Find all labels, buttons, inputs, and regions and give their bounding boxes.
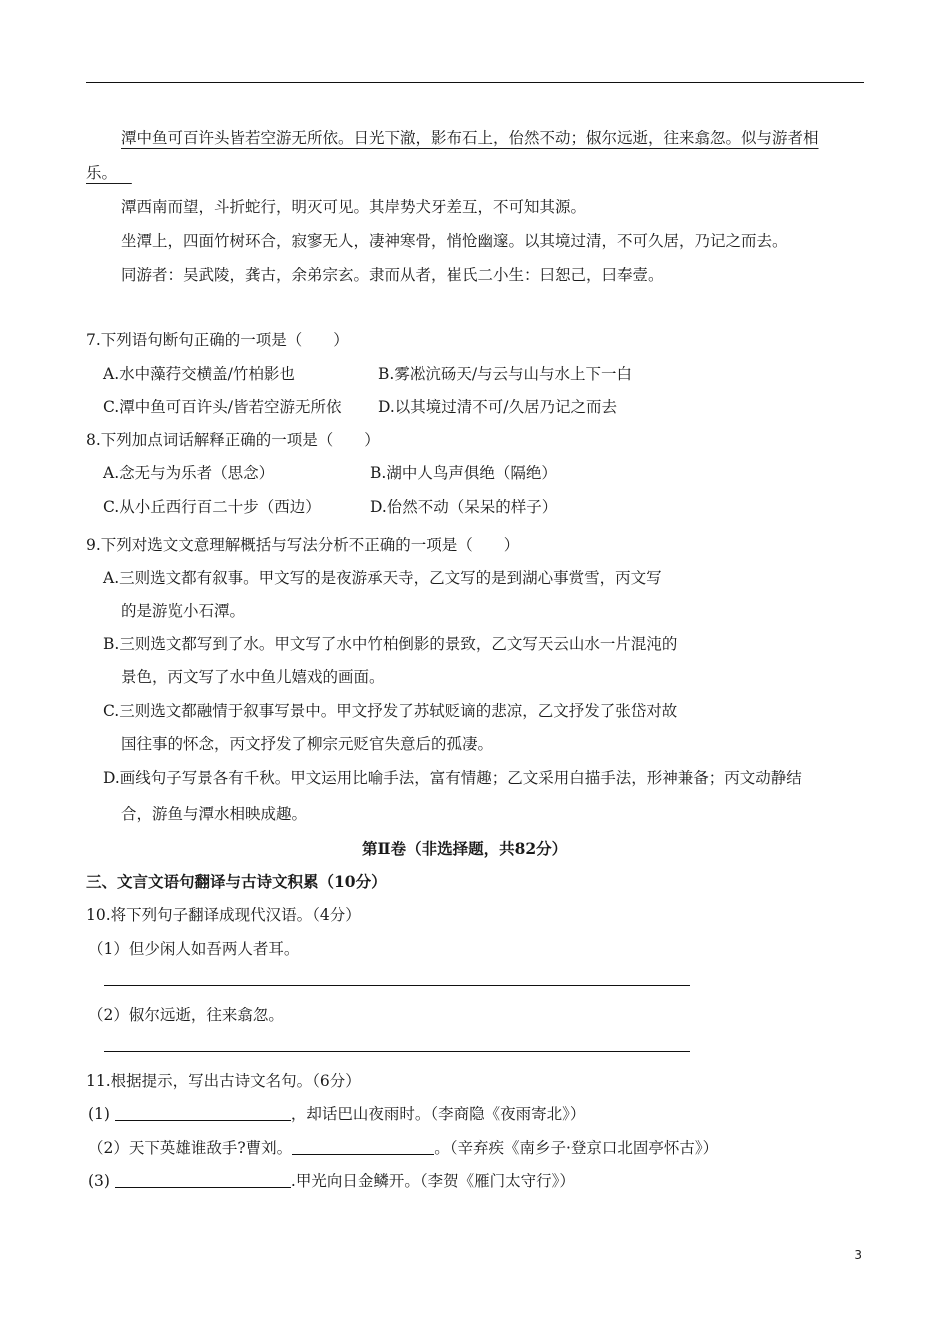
section-3-title: 三、文言文语句翻译与古诗文积累（10分）	[86, 872, 387, 891]
fill-blank-2[interactable]	[292, 1139, 434, 1155]
part-2-title: 第Ⅱ卷（非选择题，共82分）	[362, 839, 568, 858]
question-10-sentence-1: （1）但少闲人如吾两人者耳。	[88, 940, 300, 958]
question-7-stem: 7.下列语句断句正确的一项是（ ）	[86, 331, 349, 349]
question-7-option-a: A.水中藻荇交横盖/竹柏影也	[103, 365, 295, 383]
answer-line-1[interactable]	[104, 985, 690, 986]
question-9-option-d-cont: 合，游鱼与潭水相映成趣。	[121, 805, 308, 823]
question-11-item-3	[88, 1171, 575, 1191]
question-9-option-a: A.三则选文都有叙事。甲文写的是夜游承天寺，乙文写的是到湖心事赏雪，丙文写	[103, 569, 662, 587]
answer-line-2[interactable]	[104, 1051, 690, 1052]
passage-line: 潭中鱼可百许头皆若空游无所依。日光下澈，影布石上，佁然不动；俶尔远逝，往来翕忽。似与游者相	[121, 129, 819, 147]
question-10-stem: 10.将下列句子翻译成现代汉语。（4分）	[86, 906, 361, 924]
header-rule	[86, 82, 864, 83]
passage-paragraph: 坐潭上，四面竹树环合，寂寥无人，凄神寒骨，悄怆幽邃。以其境过清，不可久居，乃记之而去。	[121, 232, 788, 250]
question-11-item-1	[88, 1104, 585, 1124]
question-9-option-c: C.三则选文都融情于叙事写景中。甲文抒发了苏轼贬谪的悲凉，乙文抒发了张岱对故	[103, 702, 678, 720]
fill-blank-3[interactable]	[115, 1172, 291, 1188]
item-1-number: (1)	[88, 1105, 110, 1123]
passage-line	[86, 163, 132, 183]
page-number: 3	[854, 1248, 862, 1262]
question-9-option-b: B.三则选文都写到了水。甲文写了水中竹柏倒影的景致，乙文写天云山水一片混沌的	[103, 635, 678, 653]
question-11-stem: 11.根据提示，写出古诗文名句。（6分）	[86, 1072, 361, 1090]
item-3-number: (3)	[88, 1172, 110, 1190]
passage-line-end: 乐。	[86, 164, 118, 182]
item-2-suffix: 。（辛弃疾《南乡子·登京口北固亭怀古》）	[434, 1139, 719, 1157]
question-9-stem: 9.下列对选文文意理解概括与写法分析不正确的一项是（ ）	[86, 536, 520, 554]
question-11-item-2	[88, 1138, 718, 1158]
question-7-option-c: C.潭中鱼可百许头/皆若空游无所依	[103, 398, 342, 416]
question-9-option-c-cont: 国往事的怀念，丙文抒发了柳宗元贬官失意后的孤凄。	[121, 735, 494, 753]
question-8-stem: 8.下列加点词话解释正确的一项是（ ）	[86, 431, 380, 449]
item-1-text: ，却话巴山夜雨时。（李商隐《夜雨寄北》）	[290, 1105, 586, 1123]
question-8-option-a: A.念无与为乐者（思念）	[103, 464, 275, 482]
question-9-option-b-cont: 景色，丙文写了水中鱼儿嬉戏的画面。	[121, 668, 385, 686]
question-7-option-b: B.雾凇沆砀天/与云与山与水上下一白	[378, 365, 633, 383]
item-3-text: .甲光向日金鳞开。（李贺《雁门太守行》）	[290, 1172, 575, 1190]
item-2-prefix: （2）天下英雄谁敌手?曹刘。	[88, 1139, 293, 1157]
question-8-option-d: D.佁然不动（呆呆的样子）	[370, 498, 558, 516]
question-9-option-a-cont: 的是游览小石潭。	[121, 602, 246, 620]
fill-blank-1[interactable]	[115, 1105, 291, 1121]
passage-paragraph: 潭西南而望，斗折蛇行，明灭可见。其岸势犬牙差互，不可知其源。	[121, 198, 587, 216]
question-7-option-d: D.以其境过清不可/久居乃记之而去	[378, 398, 618, 416]
question-8-option-c: C.从小丘西行百二十步（西边）	[103, 498, 321, 516]
question-10-sentence-2: （2）俶尔远逝，往来翕忽。	[88, 1006, 284, 1024]
passage-paragraph: 同游者：吴武陵，龚古，余弟宗玄。隶而从者，崔氏二小生：曰恕己，曰奉壹。	[121, 266, 664, 284]
question-8-option-b: B.湖中人鸟声俱绝（隔绝）	[370, 464, 557, 482]
question-9-option-d: D.画线句子写景各有千秋。甲文运用比喻手法，富有情趣；乙文采用白描手法，形神兼备；丙文动静结	[103, 769, 802, 787]
